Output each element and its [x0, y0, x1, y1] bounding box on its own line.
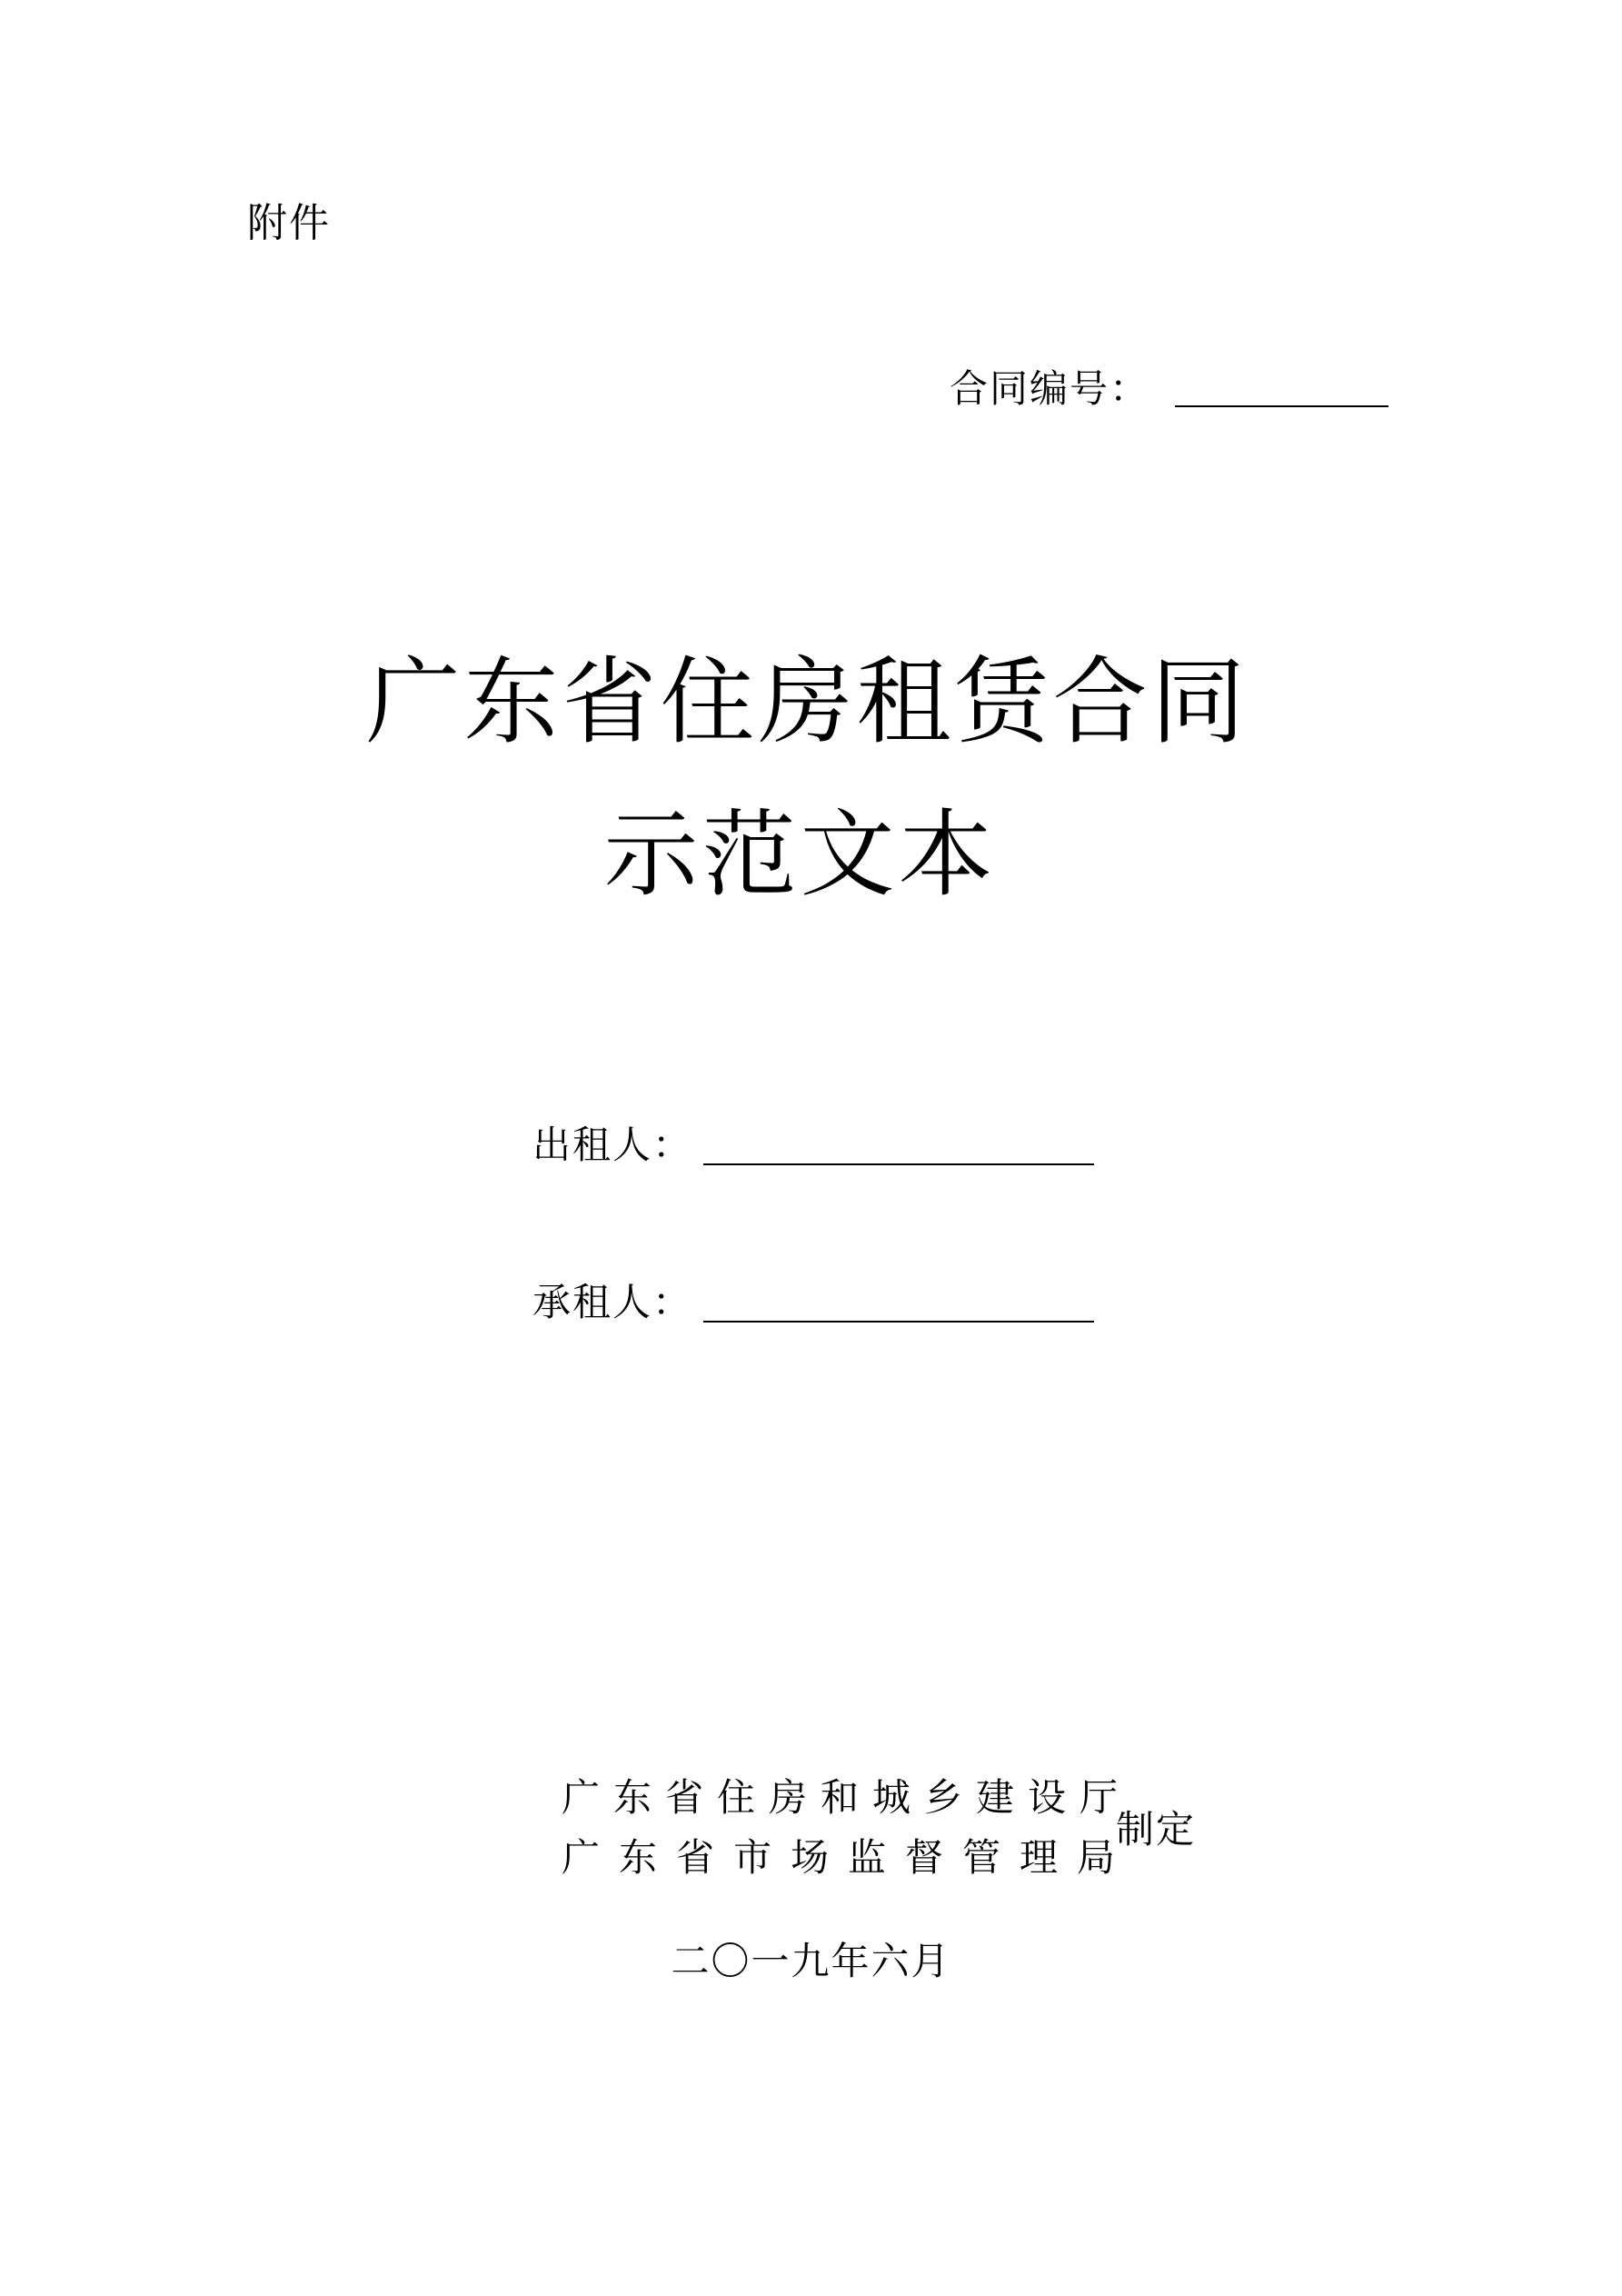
issuing-authorities — [562, 1772, 1135, 1883]
issuer-market-regulation-bureau: 广东省市场监督管理局 — [562, 1835, 1135, 1880]
document-title: 广东省住房租赁合同 — [365, 646, 1249, 757]
attachment-label: 附件 — [247, 200, 331, 246]
issuer-housing-department: 广东省住房和城乡建设厅 — [562, 1775, 1132, 1820]
lessor-field — [532, 1120, 1094, 1171]
lessee-blank-line[interactable] — [703, 1321, 1094, 1323]
issue-date: 二〇一九年六月 — [671, 1939, 951, 1983]
document-subtitle: 示范文本 — [603, 799, 997, 910]
lessee-label: 承租人： — [532, 1280, 693, 1324]
lessor-blank-line[interactable] — [703, 1163, 1094, 1165]
lessor-label: 出租人： — [532, 1123, 693, 1167]
contract-number-field — [950, 364, 1388, 414]
contract-number-label: 合同编号： — [950, 366, 1150, 411]
contract-number-blank-line[interactable] — [1175, 405, 1388, 407]
formulated-label: 制定 — [1116, 1807, 1197, 1852]
lessee-field — [532, 1277, 1094, 1328]
